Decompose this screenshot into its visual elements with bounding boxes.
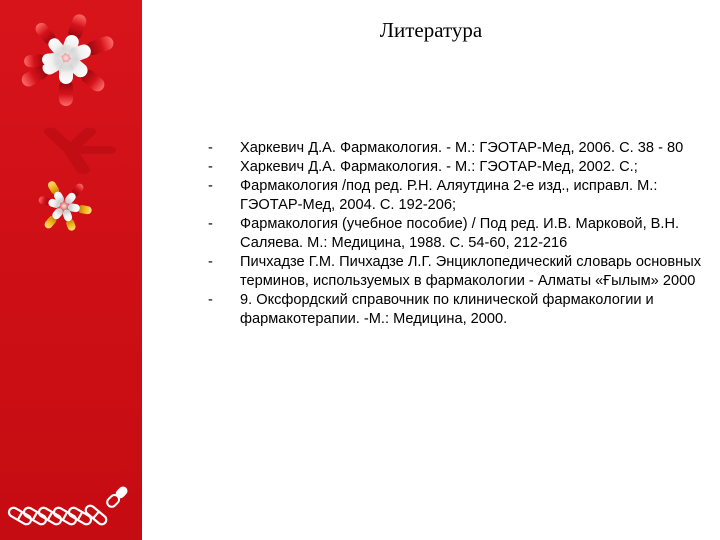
reference-text: 9. Оксфордский справочник по клинической фармакологии и фармакотерапии. -М.: Медицина, 2000. (240, 292, 654, 327)
capsule-row-bottom (7, 504, 108, 526)
bullet-dash: - (208, 254, 213, 270)
capsule-cluster-top (19, 12, 115, 106)
reference-item (208, 158, 713, 177)
capsule-tilted-bottom (105, 485, 129, 509)
reference-item (208, 139, 713, 158)
capsule-reflection (41, 126, 116, 175)
reference-list (208, 139, 713, 329)
bullet-dash: - (208, 178, 213, 194)
bullet-dash: - (208, 140, 213, 156)
capsules-illustration (0, 0, 142, 540)
reference-text: Фармакология /под ред. Р.Н. Аляутдина 2-е изд., исправл. М.: ГЭОТАР-Мед, 2004. С. 192-206; (240, 178, 658, 213)
reference-text: Харкевич Д.А. Фармакология. - М.: ГЭОТАР-Мед, 2002. С.; (240, 159, 638, 175)
page-title: Литература (379, 18, 483, 42)
bullet-dash: - (208, 159, 213, 175)
reference-item (208, 177, 713, 215)
reference-text: Харкевич Д.А. Фармакология. - М.: ГЭОТАР-Мед, 2006. С. 38 - 80 (240, 140, 684, 156)
reference-item (208, 291, 713, 329)
reference-item (208, 253, 713, 291)
decorative-sidebar (0, 0, 142, 540)
reference-item (208, 215, 713, 253)
reference-text: Пичхадзе Г.М. Пичхадзе Л.Г. Энциклопедический словарь основных терминов, используемых в фармакологии - Алматы «Ғылым» 2000 (240, 254, 702, 289)
bullet-dash: - (208, 292, 213, 308)
capsule-cluster-middle (38, 180, 92, 232)
reference-text: Фармакология (учебное пособие) / Под ред. И.В. Марковой, В.Н. Саляева. М.: Медицина, 1988. С. 54-60, 212-216 (240, 216, 680, 251)
bullet-dash: - (208, 216, 213, 232)
